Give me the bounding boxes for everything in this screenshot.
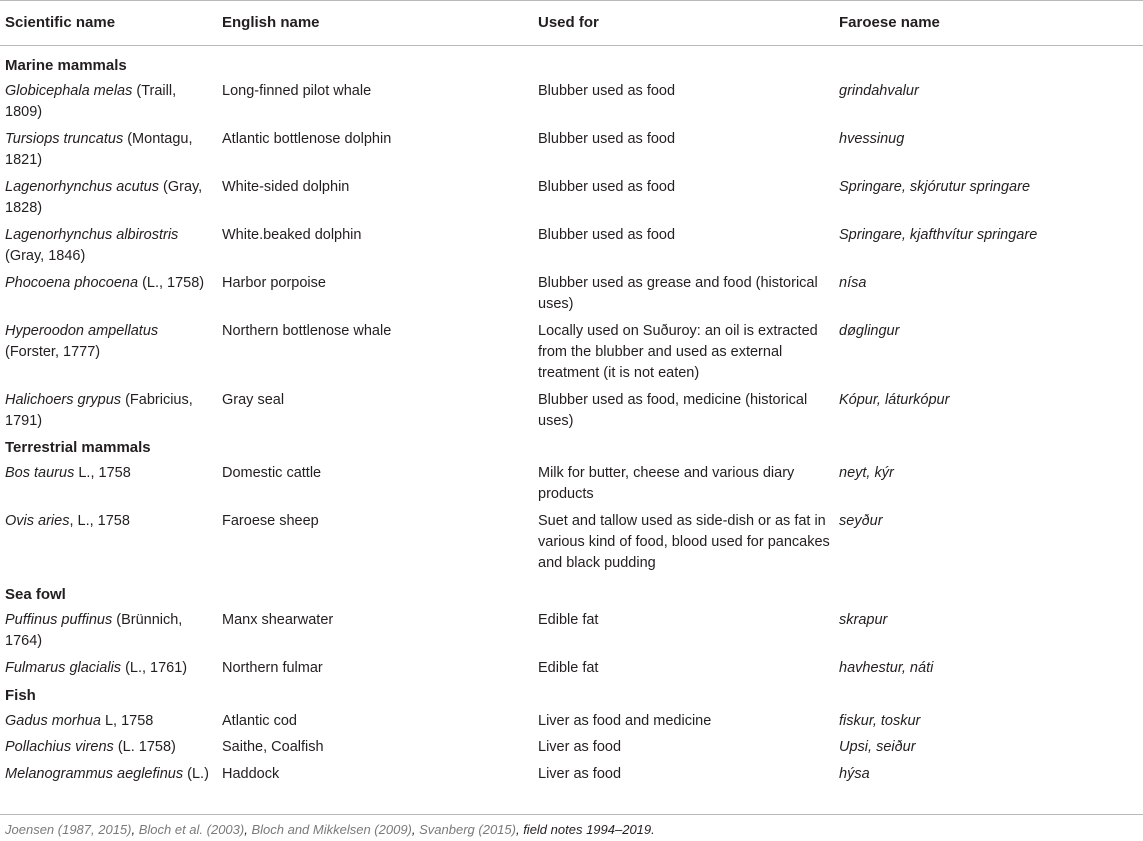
cell-scientific-name — [5, 737, 210, 758]
footnote-ref-joensen: Joensen (1987, 2015) — [5, 822, 132, 837]
table-row — [0, 737, 1143, 764]
footnote-tail: , field notes 1994–2019. — [515, 822, 655, 837]
cell-scientific-name — [5, 764, 210, 785]
cell-faroese-name: Springare, kjafthvítur springare — [839, 227, 1038, 243]
cell-scientific-name — [5, 658, 210, 679]
cell-used-for: Blubber used as grease and food (historical uses) — [538, 275, 818, 312]
section-heading — [0, 55, 1143, 81]
cell-scientific-name — [5, 711, 210, 732]
cell-used-for: Liver as food — [538, 739, 622, 755]
footnote-ref-svanberg: Svanberg (2015) — [419, 822, 516, 837]
cell-used-for: Blubber used as food — [538, 131, 676, 147]
cell-scientific-name — [5, 463, 210, 484]
cell-english-name: Domestic cattle — [222, 465, 322, 481]
scientific-binomial: Melanogrammus aeglefinus — [5, 766, 184, 782]
scientific-authority: (Fabricius, 1791) — [5, 392, 193, 429]
footnote-separator: , — [244, 822, 252, 837]
table-bottom-rule — [0, 814, 1143, 815]
table-row — [0, 658, 1143, 685]
section-title: Fish — [5, 687, 36, 704]
cell-english-name: Atlantic cod — [222, 713, 297, 729]
scientific-binomial: Phocoena phocoena — [5, 275, 139, 291]
footnote-separator: , — [131, 822, 139, 837]
scientific-authority: (Traill, 1809) — [5, 83, 177, 120]
cell-used-for: Blubber used as food — [538, 179, 676, 195]
table-row — [0, 273, 1143, 321]
scientific-binomial: Lagenorhynchus acutus — [5, 179, 159, 195]
cell-english-name: Long-finned pilot whale — [222, 83, 372, 99]
scientific-binomial: Pollachius virens — [5, 739, 114, 755]
cell-faroese-name: nísa — [839, 275, 867, 291]
cell-english-name: Saithe, Coalfish — [222, 739, 324, 755]
cell-faroese-name: Kópur, láturkópur — [839, 392, 950, 408]
section-title: Sea fowl — [5, 586, 66, 603]
cell-faroese-name: Springare, skjórutur springare — [839, 179, 1031, 195]
cell-used-for: Blubber used as food — [538, 83, 676, 99]
cell-used-for: Locally used on Suðuroy: an oil is extracted from the blubber and used as external treatment (it is not eaten) — [538, 323, 818, 381]
cell-scientific-name — [5, 390, 210, 432]
footnote-ref-bloch-mikkelsen: Bloch and Mikkelsen (2009) — [251, 822, 412, 837]
cell-used-for: Edible fat — [538, 660, 599, 676]
cell-english-name: White.beaked dolphin — [222, 227, 362, 243]
cell-faroese-name: seyður — [839, 513, 883, 529]
scientific-authority: (Forster, 1777) — [5, 344, 101, 360]
scientific-binomial: Gadus morhua — [5, 713, 101, 729]
scientific-authority: (Brünnich, 1764) — [5, 612, 183, 649]
cell-faroese-name: hýsa — [839, 766, 870, 782]
scientific-authority: (Gray, 1828) — [5, 179, 203, 216]
header-english-name: English name — [222, 14, 320, 31]
cell-scientific-name — [5, 177, 210, 219]
cell-english-name: Harbor porpoise — [222, 275, 326, 291]
table-row — [0, 129, 1143, 177]
scientific-binomial: Globicephala melas — [5, 83, 133, 99]
cell-faroese-name: døglingur — [839, 323, 900, 339]
section-heading — [0, 584, 1143, 610]
scientific-binomial: Lagenorhynchus albirostris — [5, 227, 179, 243]
cell-english-name: Northern fulmar — [222, 660, 323, 676]
cell-used-for: Blubber used as food, medicine (historical uses) — [538, 392, 808, 429]
cell-used-for: Liver as food — [538, 766, 622, 782]
table-row — [0, 177, 1143, 225]
table-row — [0, 225, 1143, 273]
cell-used-for: Edible fat — [538, 612, 599, 628]
cell-faroese-name: havhestur, náti — [839, 660, 934, 676]
scientific-binomial: Bos taurus — [5, 465, 75, 481]
cell-faroese-name: neyt, kýr — [839, 465, 894, 481]
header-used-for: Used for — [538, 14, 599, 31]
section-heading — [0, 685, 1143, 711]
table-row — [0, 764, 1143, 812]
scientific-binomial: Halichoers grypus — [5, 392, 122, 408]
cell-faroese-name: fiskur, toskur — [839, 713, 921, 729]
scientific-authority: (L., 1761) — [121, 660, 188, 676]
scientific-authority: (L., 1758) — [138, 275, 205, 291]
cell-english-name: Manx shearwater — [222, 612, 334, 628]
scientific-authority: (L.) — [183, 766, 209, 782]
section-title: Marine mammals — [5, 57, 127, 74]
cell-faroese-name: hvessinug — [839, 131, 905, 147]
cell-english-name: White-sided dolphin — [222, 179, 350, 195]
cell-faroese-name: grindahvalur — [839, 83, 919, 99]
scientific-binomial: Ovis aries — [5, 513, 70, 529]
scientific-binomial: Puffinus puffinus — [5, 612, 113, 628]
footnote-ref-bloch-2003: Bloch et al. (2003) — [138, 822, 245, 837]
scientific-binomial: Hyperoodon ampellatus — [5, 323, 159, 339]
scientific-authority: L., 1758 — [74, 465, 131, 481]
cell-scientific-name — [5, 129, 210, 171]
table-row — [0, 511, 1143, 579]
table-row — [0, 81, 1143, 129]
scientific-authority: L, 1758 — [100, 713, 154, 729]
cell-scientific-name — [5, 511, 210, 532]
cell-faroese-name: skrapur — [839, 612, 888, 628]
scientific-binomial: Tursiops truncatus — [5, 131, 124, 147]
cell-english-name: Faroese sheep — [222, 513, 319, 529]
table-body — [0, 55, 1143, 812]
header-faroese-name: Faroese name — [839, 14, 940, 31]
header-scientific-name: Scientific name — [5, 14, 116, 31]
cell-faroese-name: Upsi, seiður — [839, 739, 916, 755]
cell-english-name: Northern bottlenose whale — [222, 323, 392, 339]
footnote-separator: , — [411, 822, 420, 837]
scientific-authority: (Gray, 1846) — [5, 248, 86, 264]
scientific-binomial: Fulmarus glacialis — [5, 660, 122, 676]
scientific-authority: (L. 1758) — [113, 739, 176, 755]
table-row — [0, 390, 1143, 437]
cell-used-for: Suet and tallow used as side-dish or as fat in various kind of food, blood used for pancakes and black pudding — [538, 513, 830, 571]
table-row — [0, 711, 1143, 737]
cell-english-name: Gray seal — [222, 392, 285, 408]
table-row — [0, 610, 1143, 658]
cell-scientific-name — [5, 225, 210, 267]
cell-scientific-name — [5, 273, 210, 294]
cell-used-for: Milk for butter, cheese and various diary products — [538, 465, 795, 502]
section-title: Terrestrial mammals — [5, 439, 151, 456]
cell-used-for: Blubber used as food — [538, 227, 676, 243]
cell-scientific-name — [5, 321, 210, 363]
table-row — [0, 463, 1143, 511]
cell-english-name: Haddock — [222, 766, 280, 782]
cell-scientific-name — [5, 610, 210, 652]
table-footnote — [5, 822, 655, 837]
cell-scientific-name — [5, 81, 210, 123]
cell-used-for: Liver as food and medicine — [538, 713, 712, 729]
table-header — [0, 0, 1143, 46]
cell-english-name: Atlantic bottlenose dolphin — [222, 131, 392, 147]
scientific-authority: (Montagu, 1821) — [5, 131, 193, 168]
section-heading — [0, 437, 1143, 463]
table-row — [0, 321, 1143, 390]
scientific-authority: , L., 1758 — [69, 513, 130, 529]
